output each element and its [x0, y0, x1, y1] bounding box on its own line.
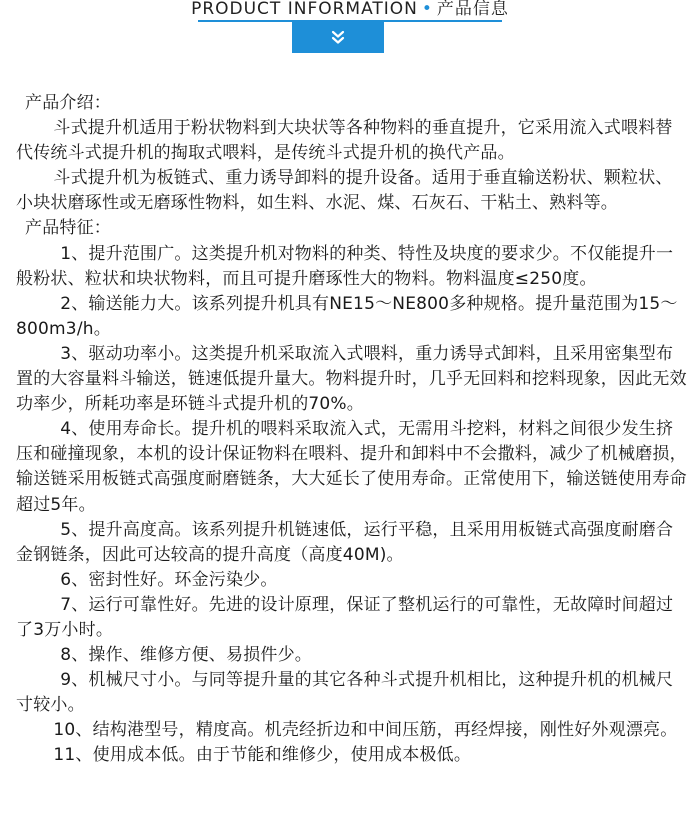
section-title — [0, 0, 700, 19]
feature-item: 4、使用寿命长。提升机的喂料采取流入式，无需用斗挖料，材料之间很少发生挤压和碰撞现象，本机的设计保证物料在喂料、提升和卸料中不会撒料，减少了机械磨损，输送链采用板链式高强度耐磨链条，大大延长了使用寿命。正常使用下，输送链使用寿命超过5年。 — [16, 419, 687, 515]
feature-item: 6、密封性好。环金污染少。 — [60, 569, 278, 590]
feature-item: 8、操作、维修方便、易损件少。 — [60, 645, 313, 666]
feature-item: 11、使用成本低。由于节能和维修少，使用成本极低。 — [53, 745, 472, 766]
feature-item: 5、提升高度高。该系列提升机链速低，运行平稳，且采用用板链式高强度耐磨合金钢链条，因此可达较高的提升高度（高度40M)。 — [16, 519, 674, 565]
title-chinese: 产品信息 — [436, 0, 509, 19]
feature-item: 3、驱动功率小。这类提升机采取流入式喂料，重力诱导式卸料，且采用密集型布置的大容量料斗输送，链速低提升量大。物料提升时，几乎无回料和挖料现象，因此无效功率少，所耗功率是环链斗式提升机的70%。 — [16, 343, 687, 415]
header-tab — [292, 20, 384, 53]
features-heading: 产品特征： — [25, 218, 111, 239]
product-description — [16, 91, 688, 769]
intro-paragraph: 斗式提升机为板链式、重力诱导卸料的提升设备。适用于垂直输送粉状、颗粒状、小块状磨琢性或无磨琢性物料，如生料、水泥、煤、石灰石、干粘土、熟料等。 — [16, 168, 673, 214]
product-info-header — [0, 0, 700, 60]
intro-paragraph: 斗式提升机适用于粉状物料到大块状等各种物料的垂直提升，它采用流入式喂料替代传统斗式提升机的掏取式喂料，是传统斗式提升机的换代产品。 — [16, 118, 673, 164]
feature-item: 7、运行可靠性好。先进的设计原理，保证了整机运行的可靠性，无故障时间超过了3万小时。 — [16, 594, 674, 640]
double-chevron-down-icon — [331, 29, 345, 45]
feature-item: 9、机械尺寸小。与同等提升量的其它各种斗式提升机相比，这种提升机的机械尺寸较小。 — [16, 670, 674, 716]
title-english: PRODUCT INFORMATION — [191, 0, 418, 19]
feature-item: 10、结构港型号，精度高。机壳经折边和中间压筋，再经焊接，刚性好外观漂亮。 — [53, 720, 678, 741]
title-separator: • — [421, 0, 433, 19]
intro-heading: 产品介绍： — [25, 93, 111, 113]
feature-item: 2、输送能力大。该系列提升机具有NE15～NE800多种规格。提升量范围为15～800m3/h。 — [16, 293, 678, 339]
feature-item: 1、提升范围广。这类提升机对物料的种类、特性及块度的要求少。不仅能提升一般粉状、粒状和块状物料，而且可提升磨琢性大的物料。物料温度≤250度。 — [16, 243, 674, 289]
